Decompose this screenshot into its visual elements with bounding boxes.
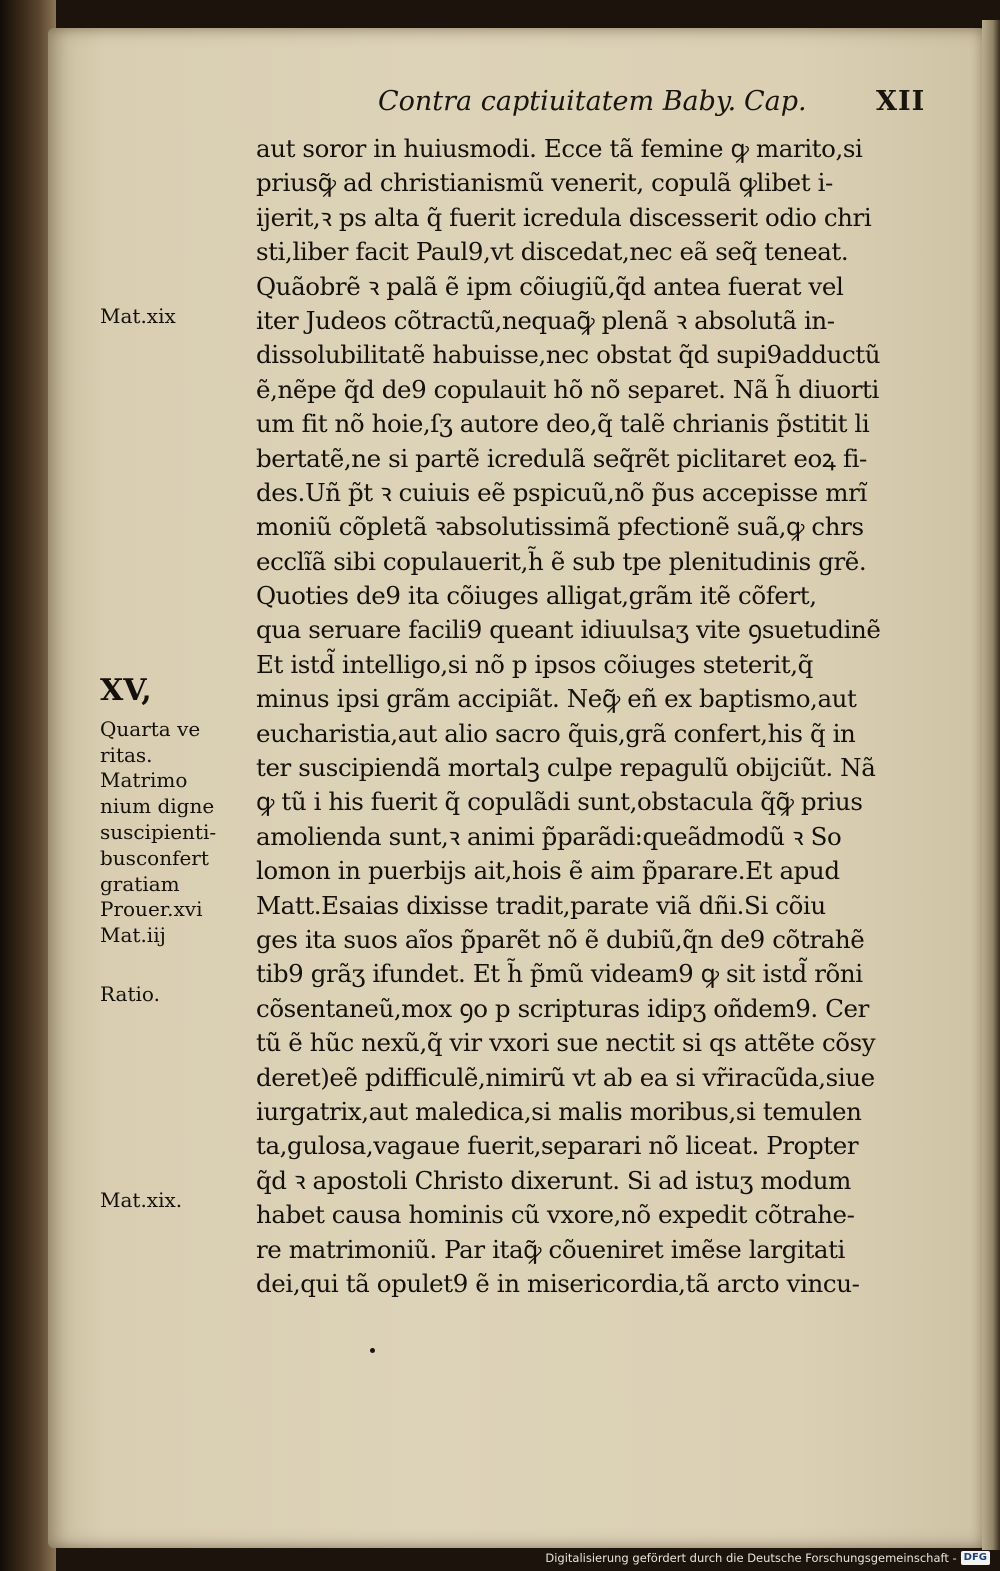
running-head-chapter-number: XII (876, 86, 926, 117)
body-text (256, 132, 968, 1301)
text-line: eucharistia,aut alio sacro q̃uis,grã confert,his q̃ in (256, 718, 856, 748)
text-line: des.Uñ p̃t ꝛ cuiuis eẽ pspicuũ,nõ p̃us accepisse mrĩ (256, 477, 867, 507)
text-line: qua seruare facili9 queant idiuulsaʒ vite ꝯsuetudinẽ (256, 615, 881, 645)
margin-note: busconfert (100, 845, 209, 870)
running-head (378, 86, 938, 126)
running-head-chapter-label: Cap. (744, 86, 807, 117)
text-line: priusꝙ̃ ad christianismũ venerit, copulã ꝙlibet i- (256, 168, 833, 198)
text-line: sti,liber facit Paul9,vt discedat,nec eã seq̃ teneat. (256, 237, 849, 267)
margin-note: suscipienti- (100, 820, 217, 844)
text-line: amolienda sunt,ꝛ animi p̃parãdi:queãdmodũ ꝛ So (256, 821, 842, 851)
margin-note: nium digne (100, 794, 215, 819)
margin-note: ritas. (100, 742, 153, 767)
text-line: deret)eẽ pdifficulẽ,nimirũ vt ab ea si vr̃iracũda,siue (256, 1062, 875, 1092)
margin-note: gratiam (100, 871, 180, 896)
margin-note: Matrimo (100, 768, 188, 793)
text-line: habet causa hominis cũ vxore,nõ expedit cõtrahe- (256, 1200, 855, 1230)
text-line: ter suscipiendã mortalꝫ culpe repagulũ obijciũt. Nã (256, 753, 876, 783)
text-line: q̃d ꝛ apostoli Christo dixerunt. Si ad istuʒ modum (256, 1165, 851, 1195)
text-line: re matrimoniũ. Par itaꝙ̃ cõueniret imẽse largitati (256, 1234, 845, 1264)
margin-note: XV, (100, 673, 152, 709)
text-line: Et istd̃ intelligo,si nõ p ipsos cõiuges steterit,q̃ (256, 649, 813, 679)
text-line: ijerit,ꝛ ps alta q̃ fuerit icredula discesserit odio chri (256, 202, 872, 232)
margin-note: Mat.xix. (100, 1188, 183, 1213)
text-line: dissolubilitatẽ habuisse,nec obstat q̃d supi9adductũ (256, 340, 881, 370)
text-line: Quoties de9 ita cõiuges alligat,grãm itẽ cõfert, (256, 581, 817, 611)
text-line: iter Judeos cõtractũ,nequaꝙ̃ plenã ꝛ absolutã in- (256, 305, 835, 335)
text-line: lomon in puerbijs ait,hois ẽ aim p̃parare.Et apud (256, 856, 840, 886)
margin-note: Prouer.xvi (100, 897, 203, 922)
text-line: tũ ẽ hũc nexũ,q̃ vir vxori sue nectit si qs attẽte cõsy (256, 1028, 876, 1058)
margin-note: Mat.iij (100, 923, 166, 948)
digitization-credit-text: Digitalisierung gefördert durch die Deutsche Forschungsgemeinschaft - (545, 1551, 957, 1565)
text-line: ecclĩã sibi copulauerit,h̃ ẽ sub tpe plenitudinis grẽ. (256, 546, 867, 576)
ink-dot (370, 1348, 375, 1353)
page-edge (982, 20, 1000, 1550)
text-line: cõsentaneũ,mox ꝯo p scripturas idipʒ oñdem9. Cer (256, 993, 869, 1023)
margin-note: Quarta ve (100, 716, 201, 741)
text-line: tib9 grãʒ ifundet. Et h̃ p̃mũ videam9 ꝙ sit istd̃ rõni (256, 959, 863, 989)
text-line: ẽ,nẽpe q̃d de9 copulauit hõ nõ separet. Nã h̃ diuorti (256, 374, 879, 404)
text-line: bertatẽ,ne si partẽ icredulã seq̃rẽt piclitaret eoꝝ fi- (256, 443, 867, 473)
margin-note: Ratio. (100, 981, 160, 1006)
running-head-title: Contra captiuitatem Baby. (378, 86, 737, 117)
text-line: aut soror in huiusmodi. Ecce tã femine ꝙ marito,si (256, 134, 863, 163)
text-line: ꝙ tũ i his fuerit q̃ copulãdi sunt,obstacula q̃ꝙ̃ prius (256, 787, 863, 817)
text-line: moniũ cõpletã ꝛabsolutissimã pfectionẽ suã,ꝙ chrs (256, 512, 864, 542)
text-line: iurgatrix,aut maledica,si malis moribus,si temulen (256, 1096, 862, 1126)
dfg-logo: DFG (961, 1551, 990, 1565)
text-line: dei,qui tã opulet9 ẽ in misericordia,tã arcto vincu- (256, 1268, 860, 1298)
text-line: ta,gulosa,vagaue fuerit,separari nõ liceat. Propter (256, 1131, 859, 1161)
text-line: Quãobrẽ ꝛ palã ẽ ipm cõiugiũ,q̃d antea fuerat vel (256, 271, 844, 301)
text-line: Matt.Esaias dixisse tradit,parate viã dñi.Si cõiu (256, 890, 826, 920)
text-line: ges ita suos aĩos p̃parẽt nõ ẽ dubiũ,q̃n de9 cõtrahẽ (256, 924, 865, 954)
digitization-credit (545, 1549, 990, 1567)
text-line: um fit nõ hoie,ſʒ autore deo,q̃ talẽ chrianis p̃stitit li (256, 409, 870, 439)
margin-note: Mat.xix (100, 304, 176, 328)
text-line: minus ipsi grãm accipiãt. Neꝙ̃ eñ ex baptismo,aut (256, 684, 857, 714)
